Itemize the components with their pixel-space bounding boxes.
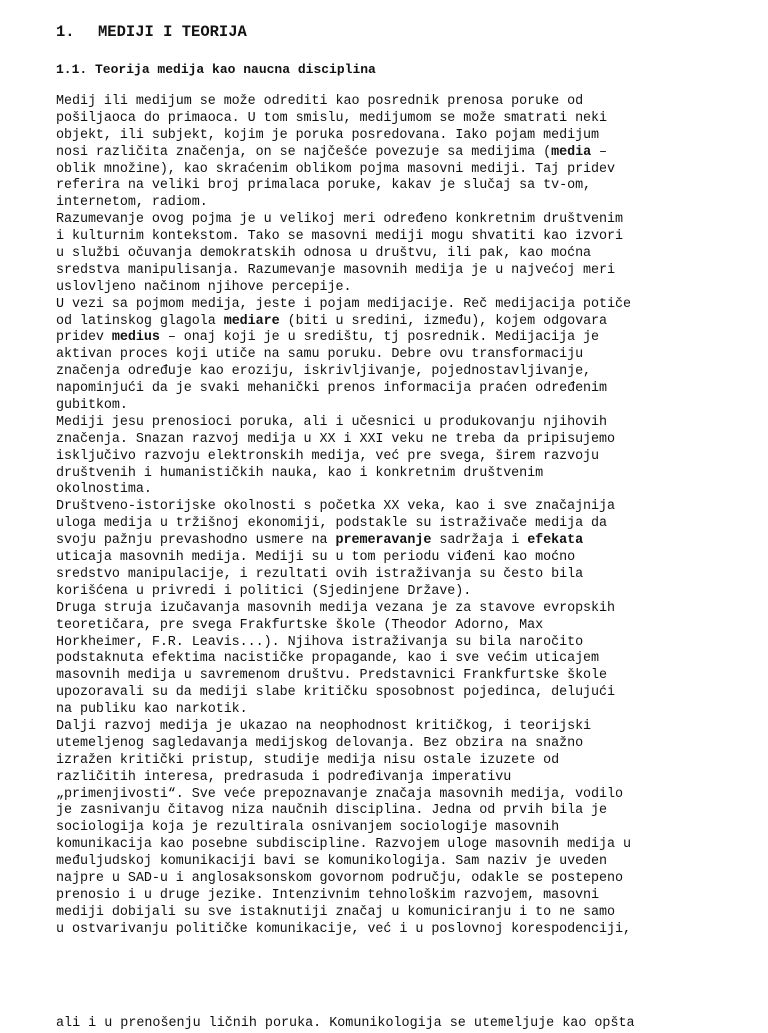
text-line	[56, 347, 768, 364]
body-text	[56, 94, 768, 939]
next-page-line: ali i u prenošenju ličnih poruka. Komunikologija se utemeljuje kao opšta	[56, 1016, 635, 1031]
text-line	[56, 668, 768, 685]
text-line	[56, 635, 768, 652]
text-line	[56, 145, 768, 162]
text-segment: društvenih i humanističkih nauka, kao i konkretnim društvenim	[56, 465, 544, 481]
text-segment: od latinskog glagola	[56, 313, 224, 329]
text-segment: i kulturnim kontekstom. Tako se masovni mediji mogu shvatiti kao izvori	[56, 229, 623, 245]
text-line	[56, 516, 768, 533]
text-segment: Medij ili medijum se može odrediti kao posrednik prenosa poruke od	[56, 94, 584, 109]
text-segment: prenosio i u druge jezike. Intenzivnim tehnološkim razvojem, masovni	[56, 887, 600, 903]
text-segment: nosi različita značenja, on se najčešće povezuje sa medijima (	[56, 144, 552, 160]
text-line	[56, 753, 768, 770]
text-segment: izražen kritički pristup, studije medija nisu ostale izuzete od	[56, 752, 560, 768]
text-line	[56, 719, 768, 736]
text-line	[56, 499, 768, 516]
text-line	[56, 449, 768, 466]
text-line	[56, 280, 768, 297]
text-line	[56, 567, 768, 584]
text-line	[56, 482, 768, 499]
text-segment: sadržaja i	[431, 533, 528, 549]
text-line	[56, 601, 768, 618]
bold-term: medius	[111, 330, 160, 346]
text-segment: uloga medija u tržišnoj ekonomiji, podstakle su istraživače medija da	[56, 516, 608, 532]
text-segment: mediji dobijali su sve istaknutiji značaj u komuniciranju i to ne samo	[56, 904, 615, 920]
text-line	[56, 854, 768, 871]
text-segment: značenja određuje kao eroziju, iskrivljivanje, pojednostavljivanje,	[56, 364, 592, 380]
bold-term: efekata	[527, 533, 584, 549]
bold-term: media	[551, 144, 592, 160]
text-segment: U vezi sa pojmom medija, jeste i pojam medijacije. Reč medijacija potiče	[56, 296, 631, 312]
text-line	[56, 246, 768, 263]
text-line	[56, 871, 768, 888]
text-segment: oblik množine), kao skraćenim oblikom pojma masovni mediji. Taj pridev	[56, 161, 615, 177]
text-segment: napominjući da je svaki mehanički prenos informacija praćen određenim	[56, 381, 608, 397]
text-line	[56, 178, 768, 195]
text-segment: masovnih medija u savremenom društvu. Predstavnici Frankfurtske škole	[56, 668, 608, 684]
text-line	[56, 533, 768, 550]
text-line	[56, 888, 768, 905]
text-line	[56, 364, 768, 381]
text-segment: isključivo razvoju elektronskih medija, već pre svega, širem razvoju	[56, 448, 600, 464]
text-line	[56, 162, 768, 179]
text-line	[56, 820, 768, 837]
text-line	[56, 415, 768, 432]
text-segment: korišćena u privredi i politici (Sjedinjene Države).	[56, 583, 472, 599]
text-segment: Društveno-istorijske okolnosti s početka XX veka, kao i sve značajnija	[56, 499, 615, 515]
chapter-heading	[56, 22, 768, 42]
text-line	[56, 263, 768, 280]
text-line	[56, 803, 768, 820]
text-segment: Horkheimer, F.R. Leavis...). Njihova istraživanja su bila naročito	[56, 634, 584, 650]
text-line	[56, 466, 768, 483]
text-segment: Mediji jesu prenosioci poruka, ali i učesnici u produkovanju njihovih	[56, 414, 608, 430]
text-segment: upozoravali su da mediji slabe kritičku sposobnost pojedinca, delujući	[56, 685, 615, 701]
text-line	[56, 618, 768, 635]
document-page	[56, 22, 768, 939]
text-segment: različitih interesa, predrasuda i podređivanja imperativu	[56, 769, 512, 785]
text-segment: objekt, ili subjekt, kojim je poruka posredovana. Iako pojam medijum	[56, 127, 600, 143]
chapter-number: 1.	[56, 23, 75, 41]
text-segment: (biti u sredini, između), kojem odgovara	[279, 313, 608, 329]
text-segment: –	[591, 144, 608, 160]
text-segment: u ostvarivanju političke komunikacije, već i u poslovnoj korespodenciji,	[56, 921, 631, 937]
text-line	[56, 837, 768, 854]
text-line	[56, 685, 768, 702]
text-segment: uslovljeno načinom njihove percepije.	[56, 279, 352, 295]
text-segment: je zasnivanju čitavog niza naučnih disciplina. Jedna od prvih bila je	[56, 803, 608, 819]
text-segment: referira na veliki broj primalaca poruke, kakav je slučaj sa tv-om,	[56, 178, 592, 194]
text-segment: „primenjivosti“. Sve veće prepoznavanje značaja masovnih medija, vodilo	[56, 786, 623, 802]
text-segment: međuljudskoj komunikaciji bavi se komunikologija. Sam naziv je uveden	[56, 854, 608, 870]
text-line	[56, 702, 768, 719]
text-line	[56, 330, 768, 347]
text-segment: gubitkom.	[56, 398, 128, 414]
text-segment: okolnostima.	[56, 482, 152, 498]
text-line	[56, 736, 768, 753]
text-segment: uticaja masovnih medija. Mediji su u tom periodu viđeni kao moćno	[56, 550, 576, 566]
text-line	[56, 922, 768, 939]
text-segment: Dalji razvoj medija je ukazao na neophodnost kritičkog, i teorijski	[56, 718, 592, 734]
text-segment: Druga struja izučavanja masovnih medija vezana je za stavove evropskih	[56, 600, 615, 616]
text-line	[56, 584, 768, 601]
text-segment: svoju pažnju prevashodno usmere na	[56, 533, 336, 549]
text-line	[56, 297, 768, 314]
chapter-title: MEDIJI I TEORIJA	[98, 23, 247, 41]
text-segment: sredstva manipulisanja. Razumevanje masovnih medija je u najvećoj meri	[56, 262, 615, 278]
text-segment: na publiku kao narkotik.	[56, 702, 248, 718]
text-line	[56, 770, 768, 787]
text-segment: značenja. Snazan razvoj medija u XX i XXI veku ne treba da pripisujemo	[56, 431, 615, 447]
text-line	[56, 128, 768, 145]
text-segment: sociologija koja je rezultirala osnivanjem sociologije masovnih	[56, 820, 560, 836]
text-segment: podstaknuta efektima nacističke propagande, kao i sve većim uticajem	[56, 651, 600, 667]
text-line	[56, 905, 768, 922]
text-segment: – onaj koji je u središtu, tj posrednik. Medijacija je	[159, 330, 600, 346]
text-segment: sredstvo manipulacije, i rezultati ovih istraživanja su često bila	[56, 566, 584, 582]
text-line	[56, 398, 768, 415]
text-segment: teoretičara, pre svega Frakfurtske škole (Theodor Adorno, Max	[56, 617, 544, 633]
text-line	[56, 432, 768, 449]
text-line	[56, 111, 768, 128]
text-segment: pošiljaoca do primaoca. U tom smislu, medijumom se može smatrati neki	[56, 110, 608, 126]
text-line	[56, 550, 768, 567]
bold-term: mediare	[223, 313, 280, 329]
text-line	[56, 195, 768, 212]
text-segment: komunikacija kao posebne subdiscipline. Razvojem uloge masovnih medija u	[56, 837, 631, 853]
text-line	[56, 787, 768, 804]
text-line	[56, 314, 768, 331]
text-line	[56, 381, 768, 398]
text-segment: aktivan proces koji utiče na samu poruku. Debre ovu transformaciju	[56, 347, 584, 363]
text-segment: internetom, radiom.	[56, 195, 208, 211]
text-line	[56, 229, 768, 246]
text-segment: u službi očuvanja demokratskih odnosa u društvu, ili pak, kao moćna	[56, 246, 592, 262]
text-segment: utemeljenog sagledavanja medijskog delovanja. Bez obzira na snažno	[56, 735, 584, 751]
text-segment: pridev	[56, 330, 112, 346]
text-line	[56, 212, 768, 229]
section-heading: 1.1. Teorija medija kao naucna disciplina	[56, 62, 376, 77]
text-segment: najpre u SAD-u i anglosaksonskom govornom području, odakle se postepeno	[56, 870, 623, 886]
text-line	[56, 94, 768, 111]
text-line	[56, 651, 768, 668]
bold-term: premeravanje	[335, 533, 432, 549]
text-segment: Razumevanje ovog pojma je u velikoj meri određeno konkretnim društvenim	[56, 212, 623, 228]
